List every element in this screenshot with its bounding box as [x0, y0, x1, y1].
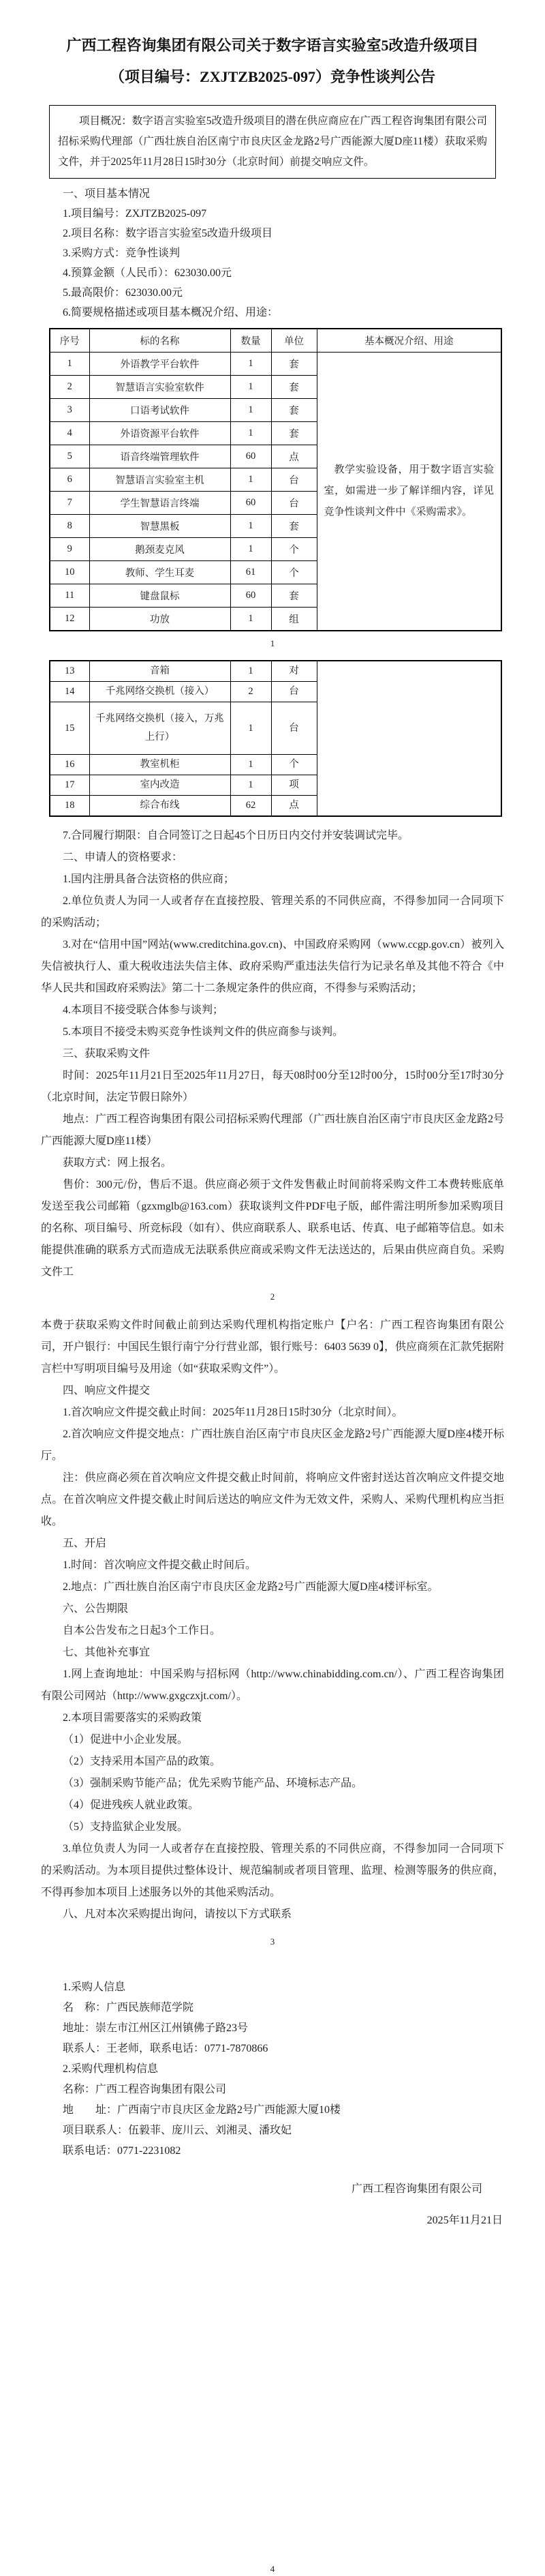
page-number-4: 4 [270, 2564, 275, 2574]
table-cell: 1 [230, 775, 271, 796]
table-cell: 60 [230, 584, 271, 608]
section-contact-info [0, 1977, 545, 2161]
table-header-cell: 基本概况介绍、用途 [317, 329, 501, 353]
paragraph: 名 称：广西民族师范学院 [63, 2002, 194, 2013]
paragraph: 1.时间：首次响应文件提交截止时间后。 [63, 1559, 257, 1571]
table-cell: 套 [271, 353, 317, 376]
paragraph: 2.首次响应文件提交地点：广西壮族自治区南宁市良庆区金龙路2号广西能源大厦D座4楼开标厅。 [41, 1428, 504, 1462]
paragraph: 1.首次响应文件提交截止时间：2025年11月28日15时30分（北京时间）。 [63, 1407, 403, 1418]
table-cell: 16 [50, 755, 89, 775]
paragraph: 自本公告发布之日起3个工作日。 [63, 1625, 221, 1636]
table-cell: 2 [50, 376, 89, 399]
paragraph: 地 址：广西南宁市良庆区金龙路2号广西能源大厦10楼 [63, 2104, 341, 2116]
table-cell: 7 [50, 492, 89, 515]
table-cell: 点 [271, 796, 317, 817]
paragraph: 六、公告期限 [63, 1603, 129, 1615]
paragraph: 2.采购代理机构信息 [63, 2063, 159, 2075]
table-cell: 5 [50, 445, 89, 468]
table-cell: 套 [271, 399, 317, 422]
table-cell: 鹅颈麦克风 [89, 538, 230, 561]
section-basic-info [0, 184, 545, 323]
table-cell: 台 [271, 682, 317, 702]
table-row [50, 353, 501, 376]
paragraph: 地点：广西工程咨询集团有限公司招标采购代理部（广西壮族自治区南宁市良庆区金龙路2号广西能源大厦D座11楼） [41, 1113, 505, 1147]
table-cell: 11 [50, 584, 89, 608]
table-cell: 15 [50, 702, 89, 755]
paragraph: 八、凡对本次采购提出询问，请按以下方式联系 [63, 1908, 292, 1920]
paragraph: 3.对在“信用中国”网站(www.creditchina.gov.cn)、中国政府采购网（www.ccgp.gov.cn）被列入失信被执行人、重大税收违法失信主体、政府采购严重违法失信行为记录名单及其他不符合《中华人民共和国政府采购法》第二十二条规定条件的供应商，不得参与采购活动； [41, 939, 504, 994]
title-line-1: 广西工程咨询集团有限公司关于数字语言实验室5改造升级项目 [66, 37, 479, 54]
paragraph: 3.单位负责人为同一人或者存在直接控股、管理关系的不同供应商，不得参加同一合同项下的采购活动。为本项目提供过整体设计、规范编制或者项目管理、监理、检测等服务的供应商，不得再参加本项目上述服务以外的其他采购活动。 [41, 1843, 504, 1898]
table-header-cell: 序号 [50, 329, 89, 353]
table-cell: 1 [230, 608, 271, 631]
table-cell: 室内改造 [89, 775, 230, 796]
table-cell: 套 [271, 584, 317, 608]
paragraph: 4.本项目不接受联合体参与谈判； [63, 1004, 224, 1016]
table-cell: 1 [230, 538, 271, 561]
paragraph: 二、申请人的资格要求： [63, 852, 183, 863]
paragraph: （5）支持监狱企业发展。 [63, 1821, 189, 1833]
paragraph: （2）支持采用本国产品的政策。 [63, 1756, 221, 1767]
table-cell: 1 [230, 376, 271, 399]
paragraph: 获取方式：网上报名。 [63, 1157, 172, 1169]
paragraph: 1.网上查询地址：中国采购与招标网（http://www.chinabidding.com.cn/）、广西工程咨询集团有限公司网站（http://www.gxgczxjt.com/）。 [41, 1668, 504, 1702]
table-cell: 1 [230, 422, 271, 445]
page-number-3: 3 [270, 1936, 275, 1947]
table-cell: 个 [271, 561, 317, 584]
table-cell: 语音终端管理软件 [89, 445, 230, 468]
table-cell: 个 [271, 755, 317, 775]
table-cell: 教室机柜 [89, 755, 230, 775]
table-cell: 音箱 [89, 661, 230, 682]
table-cell: 3 [50, 399, 89, 422]
paragraph: （3）强制采购节能产品；优先采购节能产品、环境标志产品。 [63, 1778, 363, 1789]
paragraph: 七、其他补充事宜 [63, 1647, 151, 1658]
table-cell: 1 [230, 702, 271, 755]
paragraph: 6.简要规格描述或项目基本概况介绍、用途： [63, 307, 279, 318]
table-cell: 6 [50, 468, 89, 492]
table-header-cell: 单位 [271, 329, 317, 353]
paragraph: 一、项目基本情况 [63, 188, 151, 200]
table-cell: 2 [230, 682, 271, 702]
table-cell: 键盘鼠标 [89, 584, 230, 608]
table-cell: 10 [50, 561, 89, 584]
table-cell: 组 [271, 608, 317, 631]
table-cell: 功放 [89, 608, 230, 631]
table-cell: 外语教学平台软件 [89, 353, 230, 376]
table-cell: 教师、学生耳麦 [89, 561, 230, 584]
table-cell: 套 [271, 515, 317, 538]
table-cell: 外语资源平台软件 [89, 422, 230, 445]
table-cell: 1 [230, 468, 271, 492]
page-number-1: 1 [270, 638, 275, 648]
table-cell: 千兆网络交换机（接入，万兆上行） [89, 702, 230, 755]
paragraph: 项目联系人：伍毅菲、庞川云、刘湘灵、潘玫妃 [63, 2125, 292, 2136]
table-cell: 台 [271, 492, 317, 515]
table-cell: 个 [271, 538, 317, 561]
project-overview-box: 项目概况：数字语言实验室5改造升级项目的潜在供应商应在广西工程咨询集团有限公司招标采购代理部（广西壮族自治区南宁市良庆区金龙路2号广西能源大厦D座11楼）获取采购文件，并于2025年11月28日15时30分（北京时间）前提交响应文件。 [49, 105, 496, 179]
table-cell: 17 [50, 775, 89, 796]
title-line-2: （项目编号：ZXJTZB2025-097）竞争性谈判公告 [110, 68, 435, 85]
paragraph: 5.最高限价：623030.00元 [63, 287, 183, 299]
table-cell: 14 [50, 682, 89, 702]
paragraph: 1.国内注册具备合法资格的供应商； [63, 873, 235, 885]
overview-box-wrapper [0, 105, 545, 179]
items-table-page1 [49, 328, 502, 631]
section-submission-opening-other [0, 1315, 545, 1926]
paragraph: 三、获取采购文件 [63, 1048, 151, 1060]
paragraph: 注：供应商必须在首次响应文件提交截止时间前，将响应文件密封送达首次响应文件提交地点。在首次响应文件提交截止时间后送达的响应文件为无效文件，采购人、采购代理机构应当拒收。 [41, 1472, 504, 1527]
paragraph: 1.项目编号：ZXJTZB2025-097 [63, 208, 207, 220]
document-title [0, 0, 545, 93]
items-table-page2-wrapper [0, 660, 545, 817]
table-cell: 套 [271, 422, 317, 445]
table-cell: 对 [271, 661, 317, 682]
paragraph: 4.预算金额（人民币）：623030.00元 [63, 267, 232, 279]
table-cell: 1 [230, 755, 271, 775]
table-cell: 1 [50, 353, 89, 376]
table-header-cell: 标的名称 [89, 329, 230, 353]
table-cell: 4 [50, 422, 89, 445]
table-cell: 1 [230, 399, 271, 422]
signature-company: 广西工程咨询集团有限公司 [351, 2183, 482, 2195]
table-cell: 台 [271, 702, 317, 755]
page-number-2: 2 [270, 1291, 275, 1302]
table-cell: 台 [271, 468, 317, 492]
paragraph: 2.地点：广西壮族自治区南宁市良庆区金龙路2号广西能源大厦D座4楼评标室。 [63, 1581, 439, 1593]
paragraph: （4）促进残疾人就业政策。 [63, 1799, 200, 1811]
signature-date: 2025年11月21日 [426, 2215, 503, 2226]
table-cell: 综合布线 [89, 796, 230, 817]
paragraph: （1）促进中小企业发展。 [63, 1734, 189, 1746]
table-cell: 18 [50, 796, 89, 817]
table-cell: 1 [230, 353, 271, 376]
paragraph: 本费于获取采购文件时间截止前到达采购代理机构指定账户【户名：广西工程咨询集团有限公司，开户银行：中国民生银行南宁分行营业部，银行账号：6403 5639 0】，供应商须在汇款凭据附言栏中写明项目编号及用途（如“获取采购文件”）。 [41, 1319, 505, 1375]
table-cell: 点 [271, 445, 317, 468]
table-merged-description-cell [317, 661, 501, 816]
table-cell: 智慧语言实验室主机 [89, 468, 230, 492]
paragraph: 1.采购人信息 [63, 1981, 126, 1993]
items-table-page1-wrapper [0, 328, 545, 631]
table-header-cell: 数量 [230, 329, 271, 353]
table-cell: 套 [271, 376, 317, 399]
table-cell: 口语考试软件 [89, 399, 230, 422]
paragraph: 5.本项目不接受未购买竞争性谈判文件的供应商参与谈判。 [63, 1026, 344, 1038]
paragraph: 五、开启 [63, 1538, 107, 1549]
paragraph: 2.项目名称：数字语言实验室5改造升级项目 [63, 228, 273, 239]
paragraph: 2.本项目需要落实的采购政策 [63, 1712, 202, 1724]
paragraph: 7.合同履行期限：自合同签订之日起45个日历日内交付并安装调试完毕。 [63, 830, 409, 841]
items-table-page2 [49, 660, 502, 817]
table-cell: 13 [50, 661, 89, 682]
table-cell: 智慧语言实验室软件 [89, 376, 230, 399]
table-cell: 1 [230, 515, 271, 538]
table-cell: 项 [271, 775, 317, 796]
table-cell: 9 [50, 538, 89, 561]
table-cell: 61 [230, 561, 271, 584]
table-header-row [50, 329, 501, 353]
paragraph: 地址：崇左市江州区江州镇佛子路23号 [63, 2022, 249, 2034]
paragraph: 名称：广西工程咨询集团有限公司 [63, 2084, 227, 2095]
paragraph: 售价：300元/份，售后不退。供应商必须于文件发售截止时间前将采购文件工本费转账底单发送至我公司邮箱（gzxmglb@163.com）获取谈判文件PDF电子版，邮件需注明所参加采购项目的名称、项目编号、所竞标段（如有）、供应商联系人、联系电话、传真、电子邮箱等信息。如未能提供准确的联系方式而造成无法联系供应商或采购文件无法送达的，后果由供应商自负。采购文件工 [41, 1179, 505, 1278]
table-cell: 1 [230, 661, 271, 682]
table-row [50, 661, 501, 682]
table-cell: 智慧黑板 [89, 515, 230, 538]
section-qualifications-and-document-obtain [0, 825, 545, 1283]
paragraph: 联系人：王老师，联系电话：0771-7870866 [63, 2043, 268, 2054]
paragraph: 联系电话：0771-2231082 [63, 2145, 181, 2157]
paragraph: 时间：2025年11月21日至2025年11月27日，每天08时00分至12时00分，15时00分至17时30分（北京时间，法定节假日除外） [41, 1070, 504, 1103]
table-cell: 千兆网络交换机（接入） [89, 682, 230, 702]
table-merged-description-cell: 教学实验设备，用于数字语言实验室，如需进一步了解详细内容，详见竞争性谈判文件中《采购需求》。 [317, 353, 501, 631]
paragraph: 3.采购方式：竞争性谈判 [63, 248, 181, 259]
table-cell: 学生智慧语言终端 [89, 492, 230, 515]
table-cell: 8 [50, 515, 89, 538]
table-cell: 60 [230, 492, 271, 515]
table-cell: 62 [230, 796, 271, 817]
paragraph: 四、响应文件提交 [63, 1385, 151, 1396]
paragraph: 2.单位负责人为同一人或者存在直接控股、管理关系的不同供应商，不得参加同一合同项下的采购活动； [41, 895, 504, 929]
table-cell: 12 [50, 608, 89, 631]
table-cell: 60 [230, 445, 271, 468]
